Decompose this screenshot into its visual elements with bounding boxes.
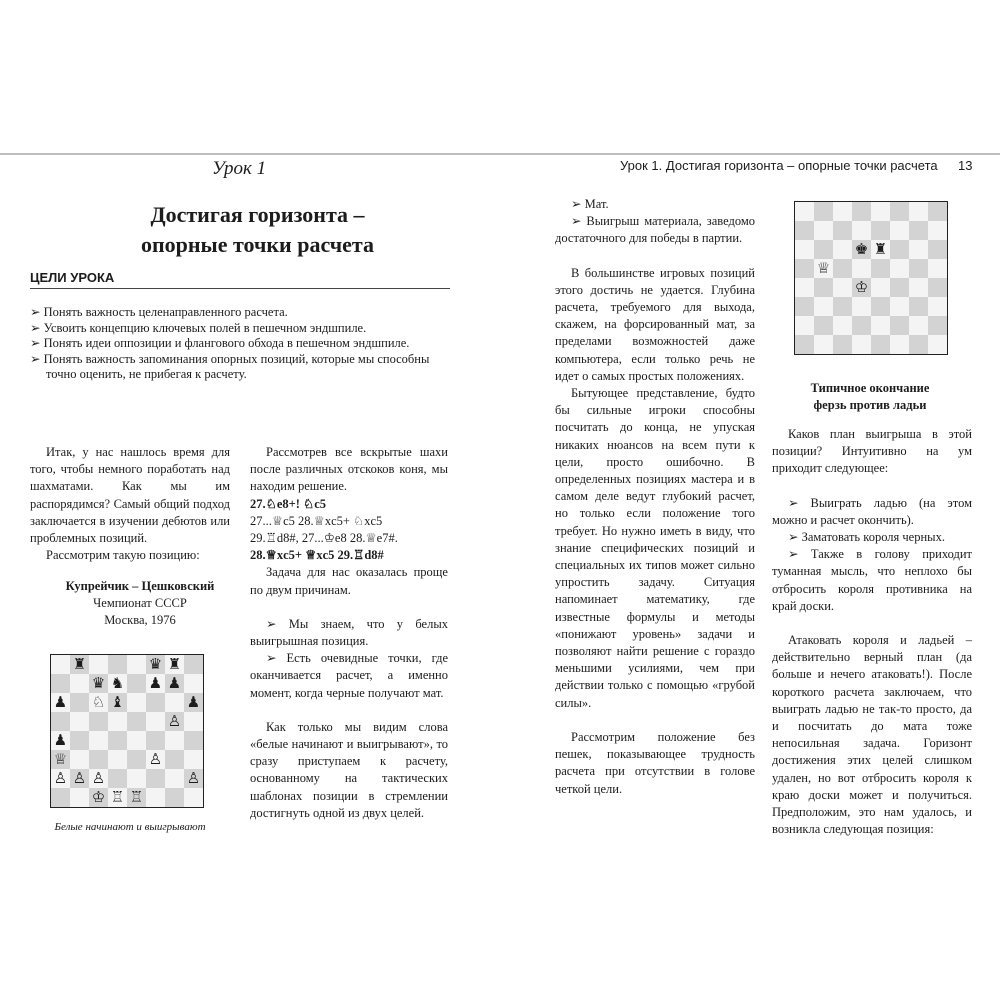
chess-square [70,712,89,731]
chess-square [871,335,890,354]
chess-diagram-2 [794,201,948,355]
chess-piece-square: ♟ [51,731,70,750]
chess-square [146,788,165,807]
chess-square [795,278,814,297]
chess-square [795,221,814,240]
chess-square [928,297,947,316]
chess-square [127,655,146,674]
chess-piece-square: ♙ [146,750,165,769]
paragraph: В большинстве игровых позиций этого достичь не удается. Глубина расчета, требуемого для выхода, скажем, на форсированный мат, за пределами возможностей даже компьютера, если только речь не идет о самых простых положениях. [555,265,755,383]
bullet-item: ➢ Заматовать короля черных. [788,530,945,545]
chess-square [108,731,127,750]
chess-piece-square: ♕ [814,259,833,278]
chess-piece-square: ♝ [108,693,127,712]
chess-square [127,693,146,712]
chess-square [89,655,108,674]
chess-square [89,712,108,731]
chess-square [871,316,890,335]
chess-piece-square: ♜ [70,655,89,674]
paragraph: Каков план выигрыша в этой позиции? Интуитивно на ум приходит следующее: [772,427,972,476]
chess-square [833,221,852,240]
chess-square [127,750,146,769]
chess-square [146,769,165,788]
diagram-caption-2 [780,380,960,414]
chess-square [165,750,184,769]
chess-square [89,731,108,750]
chess-square [928,278,947,297]
chess-square [51,712,70,731]
chess-square [127,769,146,788]
chess-piece-square: ♙ [184,769,203,788]
chess-piece-square: ♛ [89,674,108,693]
chess-piece-square: ♚ [852,240,871,259]
move-line: 27...♕c5 28.♕xc5+ ♘xc5 [250,513,383,528]
chess-square [165,731,184,750]
chess-square [928,316,947,335]
chess-square [165,788,184,807]
chess-piece-square: ♜ [871,240,890,259]
chess-square [852,297,871,316]
page-number: 13 [958,158,973,173]
goal-item: ➢ Понять идеи оппозиции и флангового обхода в пешечном эндшпиле. [30,336,410,350]
chess-square [890,316,909,335]
chess-square [795,240,814,259]
chess-square [871,259,890,278]
paragraph: Рассмотрев все вскрытые шахи после различных отскоков коня, мы находим решение. [250,445,448,494]
chess-square [890,221,909,240]
game-place: Москва, 1976 [104,613,176,627]
chess-square [184,712,203,731]
chess-square [70,731,89,750]
chess-square [890,335,909,354]
paragraph: Атаковать короля и ладьей – действительно верный план (да больше и нечего атаковать!). После короткого расчета заключаем, что выиграть ладью не так-то просто, да и посчитать до мата тоже непосильная задача. Горизонт достижения этих целей слишком удален, но вот отбросить короля к краю доски может и получиться. Предположим, это нам удалось, и возникла следующая позиция: [772,633,972,837]
chess-square [890,297,909,316]
chess-square [909,259,928,278]
chess-diagram-1 [50,654,204,808]
chess-square [909,316,928,335]
chess-square [833,297,852,316]
goals-list [30,305,455,383]
chess-square [852,221,871,240]
chess-piece-square: ♖ [127,788,146,807]
chess-square [814,297,833,316]
chess-square [871,278,890,297]
blank-top-area [0,0,1000,153]
chess-piece-square: ♘ [89,693,108,712]
chess-square [909,221,928,240]
chess-square [184,750,203,769]
chess-square [928,259,947,278]
chess-square [814,221,833,240]
page-top-rule [0,153,1000,155]
chess-piece-square: ♔ [89,788,108,807]
bullet-item: ➢ Также в голову приходит туманная мысль, что неплохо бы отбросить короля противника на край доски. [772,547,972,613]
chess-square [833,316,852,335]
chess-square [909,202,928,221]
column-3 [555,196,755,798]
chess-square [852,316,871,335]
chess-piece-square: ♙ [70,769,89,788]
chess-square [928,202,947,221]
goal-item: ➢ Усвоить концепцию ключевых полей в пешечном эндшпиле. [30,320,367,335]
chess-square [108,655,127,674]
chess-square [127,731,146,750]
chess-square [795,316,814,335]
chess-square [127,674,146,693]
chess-square [51,788,70,807]
chess-square [909,335,928,354]
bullet-item: ➢ Есть очевидные точки, где оканчивается расчет, а именно момент, когда черные получают мат. [250,651,448,700]
chess-square [70,788,89,807]
chess-square [146,731,165,750]
diagram-caption-1: Белые начинают и выигрывают [54,821,206,833]
chess-square [184,674,203,693]
chess-square [909,278,928,297]
chess-square [852,259,871,278]
goals-heading: ЦЕЛИ УРОКА [30,270,115,285]
move-line: 28.♕xc5+ ♕xc5 29.♖d8# [250,548,384,563]
game-event: Чемпионат СССР [93,596,187,610]
chess-square [70,693,89,712]
chess-square [814,316,833,335]
chess-square [127,712,146,731]
chess-square [184,788,203,807]
chess-piece-square: ♙ [51,769,70,788]
diagram-caption-line2: ферзь против ладьи [813,398,927,412]
paragraph: Рассмотрим такую позицию: [46,548,200,563]
chess-square [70,750,89,769]
chess-square [184,655,203,674]
chess-square [890,278,909,297]
chapter-title-line1: Достигая горизонта – [150,202,365,227]
chess-square [795,297,814,316]
chess-piece-square: ♔ [852,278,871,297]
goals-divider [30,288,450,289]
chess-piece-square: ♟ [51,693,70,712]
chess-piece-square: ♛ [146,655,165,674]
bullet-item: ➢ Мы знаем, что у белых выигрышная позиция. [250,616,448,649]
chess-square [852,335,871,354]
chess-square [795,335,814,354]
chess-square [51,655,70,674]
chess-square [928,221,947,240]
paragraph: Бытующее представление, будто бы сильные игроки способны посчитать до конца, не упуская никаких нюансов на всем пути к цели, просто ошибочно. В определенных позициях мастера и в самом деле ведут глубокий расчет, но только если положение того требует. Но нужно иметь в виду, что знание специфических позиций и специальных их типов может сильно упростить задачу. Ситуация напоминает математику, где известные формулы и методы «понижают уровень» задачи и позволяют найти решение с гораздо меньшими усилиями, чем при действии только с помощью «грубой силы». [555,386,755,710]
chess-square [184,731,203,750]
chess-square [833,259,852,278]
chess-square [108,769,127,788]
bullet-item: ➢ Выиграть ладью (на этом можно и расчет окончить). [772,495,972,527]
chess-piece-square: ♙ [89,769,108,788]
column-4 [772,426,972,838]
move-line: 29.♖d8#, 27...♔e8 28.♕e7#. [250,531,398,546]
chess-square [833,278,852,297]
diagram-caption-line1: Типичное окончание [810,381,930,395]
chess-square [108,750,127,769]
chess-square [814,278,833,297]
chess-square [871,221,890,240]
chess-square [833,202,852,221]
chess-square [795,259,814,278]
running-head-right: Урок 1. Достигая горизонта – опорные точки расчета [620,158,938,173]
column-1 [30,444,230,564]
move-line: 27.♘e8+! ♘c5 [250,496,327,511]
chess-square [814,202,833,221]
chess-square [146,712,165,731]
chess-square [146,693,165,712]
chess-square [890,259,909,278]
chapter-title [60,200,455,260]
chess-square [871,202,890,221]
game-players: Купрейчик – Цешковский [65,579,215,593]
column-2 [250,444,448,822]
chess-piece-square: ♜ [165,655,184,674]
chess-piece-square: ♖ [108,788,127,807]
chess-piece-square: ♞ [108,674,127,693]
chess-square [909,297,928,316]
chess-square [89,750,108,769]
chess-square [795,202,814,221]
chess-square [833,335,852,354]
bullet-item: ➢ Выигрыш материала, заведомо достаточного для победы в партии. [555,214,755,246]
chess-square [165,769,184,788]
bullet-item: ➢ Мат. [571,197,609,211]
chess-square [70,674,89,693]
chess-square [814,335,833,354]
paragraph: Как только мы видим слова «белые начинают и выигрывают», то сразу приступаем к расчету, основанному на тактических шаблонах позиции в стремлении достигнуть одной из двух целей. [250,719,448,820]
chess-piece-square: ♕ [51,750,70,769]
chess-square [928,240,947,259]
chapter-title-line2: опорные точки расчета [140,232,375,257]
running-head-left: Урок 1 [212,158,267,179]
chess-piece-square: ♟ [184,693,203,712]
goal-item: ➢ Понять важность целенаправленного расчета. [30,305,288,319]
chess-square [814,240,833,259]
chess-piece-square: ♟ [165,674,184,693]
chess-piece-square: ♟ [146,674,165,693]
paragraph: Итак, у нас нашлось время для того, чтобы немного поработать над шахматами. Как мы им распорядимся? Самый общий подход заключается в изучении дебютов или проблемных позиций. [30,445,230,546]
paragraph: Рассмотрим положение без пешек, показывающее трудность расчета при отсутствии в голове четкой цели. [555,729,755,796]
goal-item: ➢ Понять важность запоминания опорных позиций, которые мы способны точно оценить, не прибегая к расчету. [30,351,430,381]
chess-square [871,297,890,316]
game-info [55,578,225,629]
chess-square [928,335,947,354]
chess-square [108,712,127,731]
chess-piece-square: ♙ [165,712,184,731]
chess-square [890,202,909,221]
chess-square [833,240,852,259]
chess-square [852,202,871,221]
chess-square [51,674,70,693]
chess-square [909,240,928,259]
chess-square [890,240,909,259]
paragraph: Задача для нас оказалась проще по двум причинам. [250,565,448,597]
chess-square [165,693,184,712]
